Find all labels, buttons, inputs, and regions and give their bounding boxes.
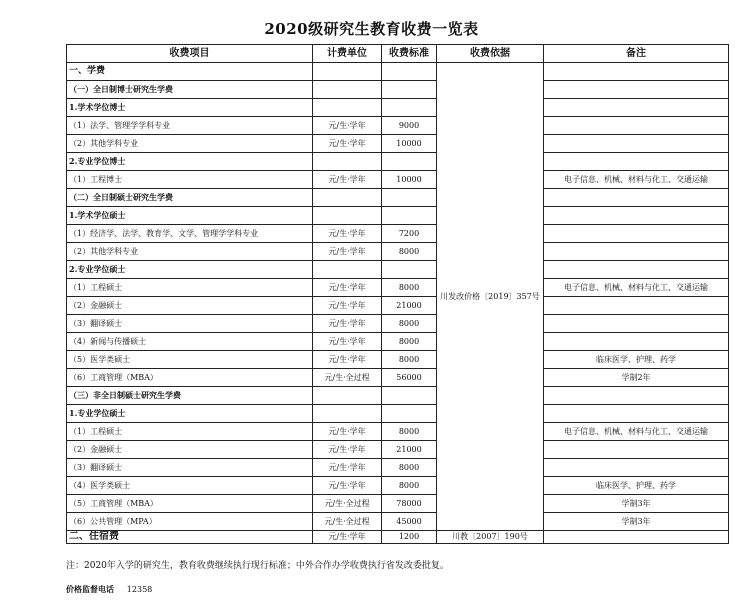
- row-standard: [382, 405, 437, 423]
- row-item: （5）医学类硕士: [67, 351, 313, 369]
- row-item: （1）工程硕士: [67, 423, 313, 441]
- row-item: （3）翻译硕士: [67, 315, 313, 333]
- row-standard: [382, 63, 437, 81]
- table-row: [67, 81, 729, 99]
- header-basis: 收费依据: [437, 45, 544, 63]
- table-row: [67, 387, 729, 405]
- row-item: （4）医学类硕士: [67, 477, 313, 495]
- page-title: 2020级研究生教育收费一览表: [264, 20, 479, 38]
- row-note: [544, 225, 729, 243]
- row-unit: 元/生·学年: [313, 171, 382, 189]
- table-row: [67, 513, 729, 531]
- table-row: [67, 495, 729, 513]
- row-standard: 9000: [382, 117, 437, 135]
- row-standard: 8000: [382, 351, 437, 369]
- lodging-basis: 川教〔2007〕190号: [437, 531, 544, 544]
- row-item: （2）金融硕士: [67, 297, 313, 315]
- table-row: [67, 297, 729, 315]
- row-note: [544, 243, 729, 261]
- table-row: [67, 315, 729, 333]
- header-standard: 收费标准: [382, 45, 437, 63]
- row-note: [544, 405, 729, 423]
- header-unit: 计费单位: [313, 45, 382, 63]
- table-row: [67, 333, 729, 351]
- row-note: [544, 315, 729, 333]
- row-unit: [313, 63, 382, 81]
- row-standard: [382, 387, 437, 405]
- row-standard: 10000: [382, 171, 437, 189]
- table-row: [67, 279, 729, 297]
- row-item: （4）新闻与传播硕士: [67, 333, 313, 351]
- row-unit: [313, 261, 382, 279]
- table-row: [67, 171, 729, 189]
- row-unit: 元/生·学年: [313, 459, 382, 477]
- row-item: （6）工商管理（MBA）: [67, 369, 313, 387]
- row-note: 电子信息、机械、材料与化工、交通运输: [544, 171, 729, 189]
- row-note: [544, 441, 729, 459]
- row-item: （1）法学、管理学学科专业: [67, 117, 313, 135]
- row-item: （1）工程硕士: [67, 279, 313, 297]
- row-note: [544, 261, 729, 279]
- row-standard: 45000: [382, 513, 437, 531]
- row-item: （1）工程博士: [67, 171, 313, 189]
- table-row: [67, 459, 729, 477]
- row-note: [544, 63, 729, 81]
- row-unit: 元/生·学年: [313, 441, 382, 459]
- table-row-lodging: [67, 531, 729, 544]
- row-standard: [382, 189, 437, 207]
- table-row: [67, 477, 729, 495]
- row-standard: 7200: [382, 225, 437, 243]
- table-row: [67, 207, 729, 225]
- row-unit: 元/生·学年: [313, 297, 382, 315]
- row-unit: [313, 207, 382, 225]
- row-note: 学制3年: [544, 495, 729, 513]
- row-item: 1.学术学位博士: [67, 99, 313, 117]
- lodging-item: 二、住宿费: [67, 531, 313, 544]
- row-standard: 21000: [382, 297, 437, 315]
- row-unit: 元/生·全过程: [313, 369, 382, 387]
- table-row: [67, 261, 729, 279]
- row-unit: 元/生·学年: [313, 315, 382, 333]
- row-note: [544, 387, 729, 405]
- row-note: [544, 189, 729, 207]
- row-unit: 元/生·学年: [313, 351, 382, 369]
- row-unit: 元/生·全过程: [313, 513, 382, 531]
- row-note: 学制2年: [544, 369, 729, 387]
- row-note: [544, 207, 729, 225]
- row-note: 临床医学、护理、药学: [544, 477, 729, 495]
- row-unit: 元/生·学年: [313, 225, 382, 243]
- lodging-note: [544, 531, 729, 544]
- table-row: [67, 351, 729, 369]
- row-standard: [382, 99, 437, 117]
- table-row: [67, 243, 729, 261]
- row-note: [544, 81, 729, 99]
- footnote: 注：2020年入学的研究生，教育收费继续执行现行标准；中外合作办学收费执行省发改委批复。: [66, 561, 449, 571]
- fee-table: [66, 44, 729, 544]
- row-note: [544, 153, 729, 171]
- row-unit: 元/生·学年: [313, 243, 382, 261]
- row-standard: 8000: [382, 279, 437, 297]
- row-item: （2）其他学科专业: [67, 135, 313, 153]
- header-item: 收费项目: [67, 45, 313, 63]
- row-standard: 8000: [382, 315, 437, 333]
- row-unit: [313, 387, 382, 405]
- row-standard: 8000: [382, 243, 437, 261]
- row-note: 电子信息、机械、材料与化工、交通运输: [544, 279, 729, 297]
- row-standard: 56000: [382, 369, 437, 387]
- row-item: 2.专业学位博士: [67, 153, 313, 171]
- row-standard: 10000: [382, 135, 437, 153]
- row-note: [544, 99, 729, 117]
- row-item: 一、学费: [67, 63, 313, 81]
- row-unit: 元/生·学年: [313, 117, 382, 135]
- hotline-number: 12358: [126, 585, 153, 594]
- row-unit: [313, 81, 382, 99]
- table-row: [67, 423, 729, 441]
- table-row: [67, 99, 729, 117]
- row-item: （2）其他学科专业: [67, 243, 313, 261]
- row-unit: 元/生·学年: [313, 279, 382, 297]
- row-standard: [382, 153, 437, 171]
- row-standard: 21000: [382, 441, 437, 459]
- table-row: [67, 225, 729, 243]
- row-item: 1.学术学位硕士: [67, 207, 313, 225]
- row-unit: [313, 405, 382, 423]
- row-standard: 8000: [382, 477, 437, 495]
- table-row: [67, 135, 729, 153]
- row-note: [544, 117, 729, 135]
- row-note: 临床医学、护理、药学: [544, 351, 729, 369]
- row-unit: 元/生·学年: [313, 333, 382, 351]
- row-unit: 元/生·学年: [313, 135, 382, 153]
- row-unit: [313, 153, 382, 171]
- row-unit: 元/生·全过程: [313, 495, 382, 513]
- table-row: [67, 405, 729, 423]
- row-item: （2）金融硕士: [67, 441, 313, 459]
- hotline-label: 价格监督电话: [66, 584, 114, 594]
- row-standard: [382, 81, 437, 99]
- row-note: 电子信息、机械、材料与化工、交通运输: [544, 423, 729, 441]
- table-header-row: [67, 45, 729, 63]
- row-item: （1）经济学、法学、教育学、文学、管理学学科专业: [67, 225, 313, 243]
- row-item: （三）非全日制硕士研究生学费: [67, 387, 313, 405]
- row-note: [544, 135, 729, 153]
- header-note: 备注: [544, 45, 729, 63]
- row-item: （一）全日制博士研究生学费: [67, 81, 313, 99]
- lodging-unit: 元/生·学年: [313, 531, 382, 544]
- row-unit: 元/生·学年: [313, 423, 382, 441]
- row-standard: [382, 207, 437, 225]
- row-item: （3）翻译硕士: [67, 459, 313, 477]
- table-row: [67, 63, 729, 81]
- lodging-standard: 1200: [382, 531, 437, 544]
- row-note: [544, 459, 729, 477]
- price-hotline: [66, 584, 152, 595]
- table-row: [67, 369, 729, 387]
- row-unit: [313, 99, 382, 117]
- table-row: [67, 441, 729, 459]
- row-note: [544, 333, 729, 351]
- row-item: 2.专业学位硕士: [67, 261, 313, 279]
- row-unit: 元/生·学年: [313, 477, 382, 495]
- row-note: 学制3年: [544, 513, 729, 531]
- row-standard: [382, 261, 437, 279]
- row-item: 1.专业学位硕士: [67, 405, 313, 423]
- row-item: （5）工商管理（MBA）: [67, 495, 313, 513]
- table-row: [67, 189, 729, 207]
- tuition-basis: 川发改价格〔2019〕357号: [437, 63, 544, 531]
- row-note: [544, 297, 729, 315]
- row-standard: 8000: [382, 423, 437, 441]
- row-item: （二）全日制硕士研究生学费: [67, 189, 313, 207]
- row-standard: 8000: [382, 459, 437, 477]
- row-item: （6）公共管理（MPA）: [67, 513, 313, 531]
- row-unit: [313, 189, 382, 207]
- table-row: [67, 153, 729, 171]
- row-standard: 8000: [382, 333, 437, 351]
- table-row: [67, 117, 729, 135]
- row-standard: 78000: [382, 495, 437, 513]
